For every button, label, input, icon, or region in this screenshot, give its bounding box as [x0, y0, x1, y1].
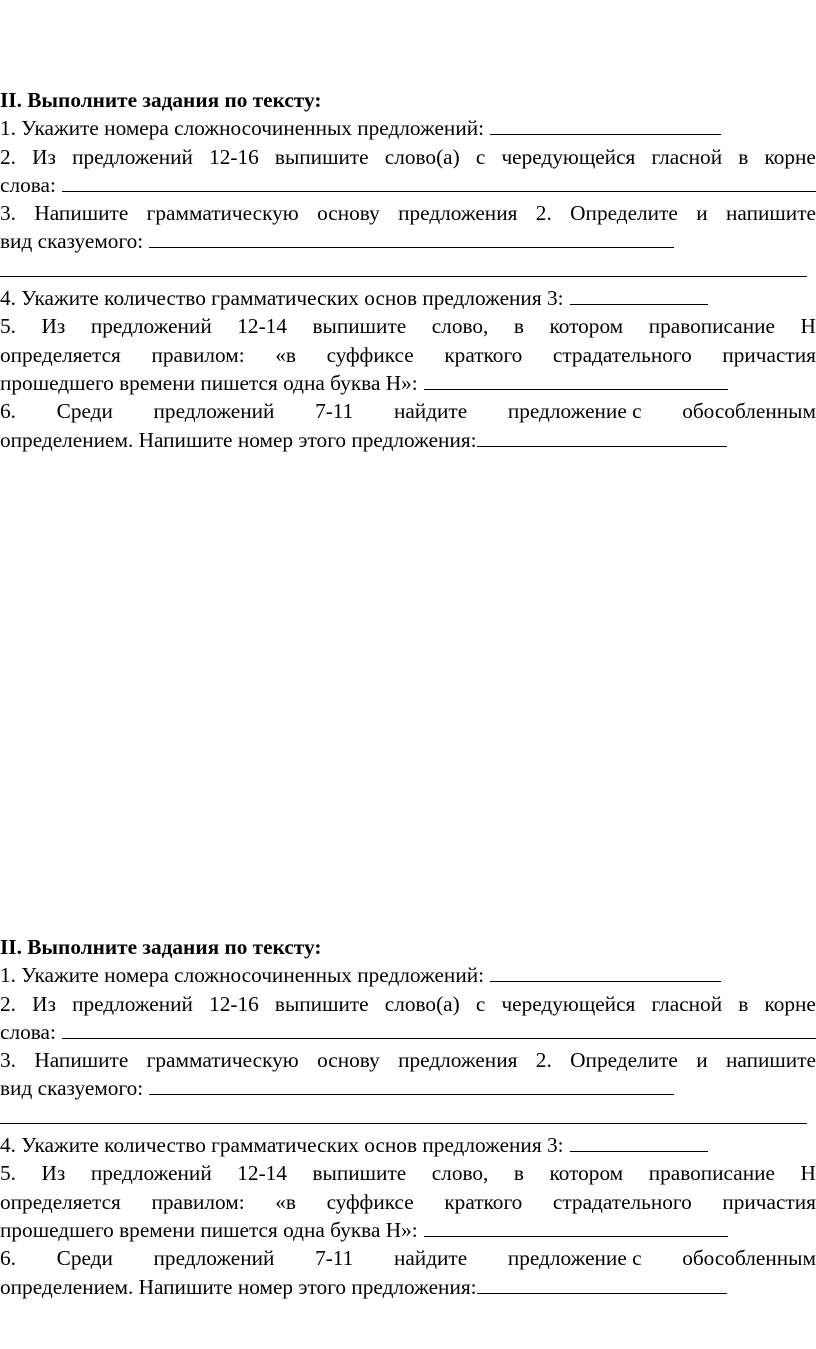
- task-5-line-3: прошедшего времени пишется одна буква Н»:: [0, 369, 816, 397]
- task-4: 4. Укажите количество грамматических основ предложения 3:: [0, 284, 816, 312]
- task-2-line-2: слова:: [0, 1018, 816, 1046]
- answer-blank-4[interactable]: [570, 1131, 708, 1152]
- task-2-line-1: 2. Из предложений 12-16 выпишите слово(а) с чередующейся гласной в корне: [0, 991, 816, 1016]
- answer-blank-4[interactable]: [570, 284, 708, 305]
- answer-blank-3a[interactable]: [149, 227, 674, 248]
- task-4: 4. Укажите количество грамматических основ предложения 3:: [0, 1131, 816, 1159]
- task-6-line-2: определением. Напишите номер этого предложения:: [0, 1273, 816, 1301]
- task-6-line-2: определением. Напишите номер этого предложения:: [0, 426, 816, 454]
- answer-blank-2[interactable]: [62, 1018, 816, 1039]
- answer-blank-3a[interactable]: [149, 1074, 674, 1095]
- tasks-heading: II. Выполните задания по тексту:: [0, 88, 322, 112]
- task-block-1: [0, 86, 816, 454]
- task-5-line-1: 5. Из предложений 12-14 выпишите слово, в котором правописание Н: [0, 1161, 816, 1186]
- answer-blank-5[interactable]: [424, 369, 728, 390]
- task-6-line-1: 6. Среди предложений 7-11 найдите предложение с обособленным: [0, 1246, 816, 1271]
- answer-blank-1[interactable]: [490, 114, 721, 135]
- answer-blank-6[interactable]: [477, 1273, 727, 1294]
- task-3-line-2: вид сказуемого:: [0, 1074, 816, 1102]
- task-1: 1. Укажите номера сложносочиненных предложений:: [0, 961, 816, 989]
- task-5-line-3: прошедшего времени пишется одна буква Н»:: [0, 1216, 816, 1244]
- task-3-line-2: вид сказуемого:: [0, 227, 816, 255]
- answer-blank-6[interactable]: [477, 426, 727, 447]
- task-1: 1. Укажите номера сложносочиненных предложений:: [0, 114, 816, 142]
- task-6-line-1: 6. Среди предложений 7-11 найдите предложение с обособленным: [0, 399, 816, 424]
- task-3-line-1: 3. Напишите грамматическую основу предложения 2. Определите и напишите: [0, 1048, 816, 1073]
- task-2-line-2: слова:: [0, 171, 816, 199]
- tasks-heading: II. Выполните задания по тексту:: [0, 935, 322, 959]
- task-3-line-1: 3. Напишите грамматическую основу предложения 2. Определите и напишите: [0, 201, 816, 226]
- answer-blank-5[interactable]: [424, 1216, 728, 1237]
- task-block-2: [0, 933, 816, 1301]
- task-5-line-1: 5. Из предложений 12-14 выпишите слово, в котором правописание Н: [0, 314, 816, 339]
- task-2-line-1: 2. Из предложений 12-16 выпишите слово(а) с чередующейся гласной в корне: [0, 144, 816, 169]
- task-5-line-2: определяется правилом: «в суффиксе краткого страдательного причастия: [0, 342, 816, 367]
- answer-blank-3b[interactable]: [0, 1103, 816, 1131]
- answer-blank-1[interactable]: [490, 961, 721, 982]
- answer-blank-3b[interactable]: [0, 256, 816, 284]
- answer-blank-2[interactable]: [62, 171, 816, 192]
- task-5-line-2: определяется правилом: «в суффиксе краткого страдательного причастия: [0, 1189, 816, 1214]
